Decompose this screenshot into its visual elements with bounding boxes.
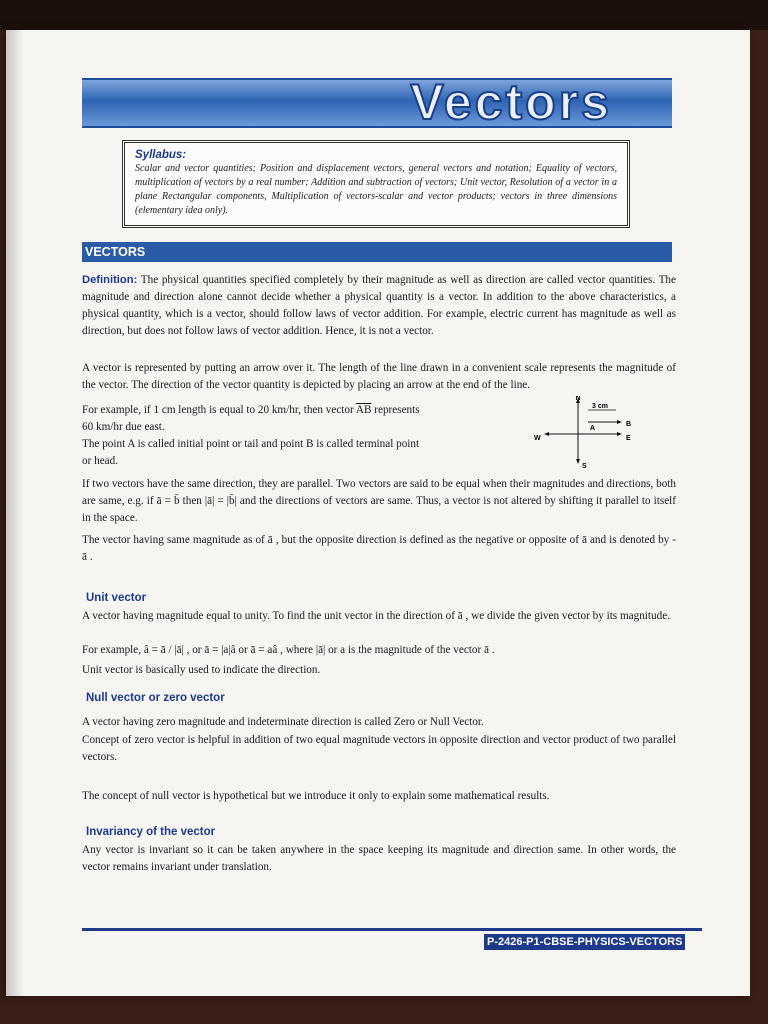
vector-ab-arrowhead: [617, 420, 622, 424]
invariancy-heading: Invariancy of the vector: [86, 826, 216, 838]
example-line2: 60 km/hr due east.: [82, 421, 165, 433]
unit-vector-line2: For example, â = ā / |ā| , or ā = |a|â or ā = aâ , where |ā| or a is the magnitude of the vector ā .: [82, 644, 495, 656]
point-line2: or head.: [82, 455, 119, 467]
unit-vector-line3: Unit vector is basically used to indicate the direction.: [82, 664, 321, 676]
null-vector-line2: Concept of zero vector is helpful in addition of two equal magnitude vectors in opposite direction and vector product of two parallel vectors.: [82, 734, 676, 763]
label-n: N: [575, 396, 581, 402]
example-pre: For example, if 1 cm length is equal to 20 km/hr, then vector: [82, 404, 354, 416]
scale-label: 3 cm: [592, 403, 608, 410]
footer-rule: [82, 928, 702, 931]
page-title: Vectors: [410, 74, 612, 130]
null-vector-line3: The concept of null vector is hypothetical but we introduce it only to explain some mathematical results.: [82, 790, 550, 802]
west-arrowhead: [544, 432, 549, 436]
vector-ab: $\overline{AB}$: [355, 404, 372, 416]
definition-text: The physical quantities specified completely by their magnitude as well as direction are called vector quantities. The magnitude and direction alone cannot decide whether a physical quantity is a vector. In addition to the above characteristics, a physical quantity, which is a vector, should follow laws of vector addition. For example, electric current has magnitude as well as direction, but does not follow laws of vector addition. Hence, it is not a vector.: [82, 274, 676, 337]
label-e: E: [626, 435, 631, 442]
syllabus-label: Syllabus:: [135, 149, 187, 161]
unit-vector-heading: Unit vector: [86, 592, 147, 604]
background-top: [0, 0, 768, 30]
label-b: B: [626, 421, 632, 428]
east-arrowhead: [617, 432, 622, 436]
section-heading: VECTORS: [82, 242, 672, 262]
label-a: A: [590, 425, 596, 432]
definition-paragraph: [82, 272, 676, 340]
definition-label: Definition:: [82, 274, 138, 286]
unit-vector-line1: A vector having magnitude equal to unity. To find the unit vector in the direction of ā , we divide the given vector by its magnitude.: [82, 610, 670, 622]
south-arrowhead: [576, 459, 580, 464]
point-line1: The point A is called initial point or tail and point B is called terminal point: [82, 438, 420, 450]
example-paragraph: [82, 402, 502, 470]
page-fold-shadow: [6, 30, 24, 996]
title-banner: [82, 74, 672, 130]
null-vector-heading: Null vector or zero vector: [86, 692, 225, 704]
footer-code: P-2426-P1-CBSE-PHYSICS-VECTORS: [484, 934, 685, 950]
example-post: represents: [374, 404, 420, 416]
syllabus-box: [122, 140, 630, 228]
compass-vector-diagram: [526, 396, 636, 468]
label-w: W: [534, 435, 541, 442]
syllabus-text: Scalar and vector quantities; Position and displacement vectors, general vectors and notation; Equality of vectors, multiplication of vectors by a real number; Addition and subtraction of vectors; Unit vector, Resolution of a vector in a plane Rectangular components, Multiplication of vectors-scalar and vector products; vectors in three dimensions (elementary idea only).: [135, 163, 617, 216]
label-s: S: [582, 463, 587, 468]
equality-paragraph: If two vectors have the same direction, they are parallel. Two vectors are said to be equal when their magnitudes and directions, both are same, e.g. if ā = b̄ then |ā| = |b̄| and the directions of vectors are same. Thus, a vector is not altered by shifting it parallel to itself in the space.: [82, 478, 676, 524]
invariancy-line1: Any vector is invariant so it can be taken anywhere in the space keeping its magnitude and direction same. In other words, the vector remains invariant under translation.: [82, 844, 676, 873]
representation-paragraph: A vector is represented by putting an arrow over it. The length of the line drawn in a convenient scale represents the magnitude of the vector. The direction of the vector quantity is depicted by placing an arrow at the end of the line.: [82, 362, 676, 391]
document-page: [6, 30, 750, 996]
null-vector-line1: A vector having zero magnitude and indeterminate direction is called Zero or Null Vector.: [82, 716, 484, 728]
negative-vector-paragraph: The vector having same magnitude as of ā , but the opposite direction is defined as the negative or opposite of ā and is denoted by - ā .: [82, 534, 676, 563]
